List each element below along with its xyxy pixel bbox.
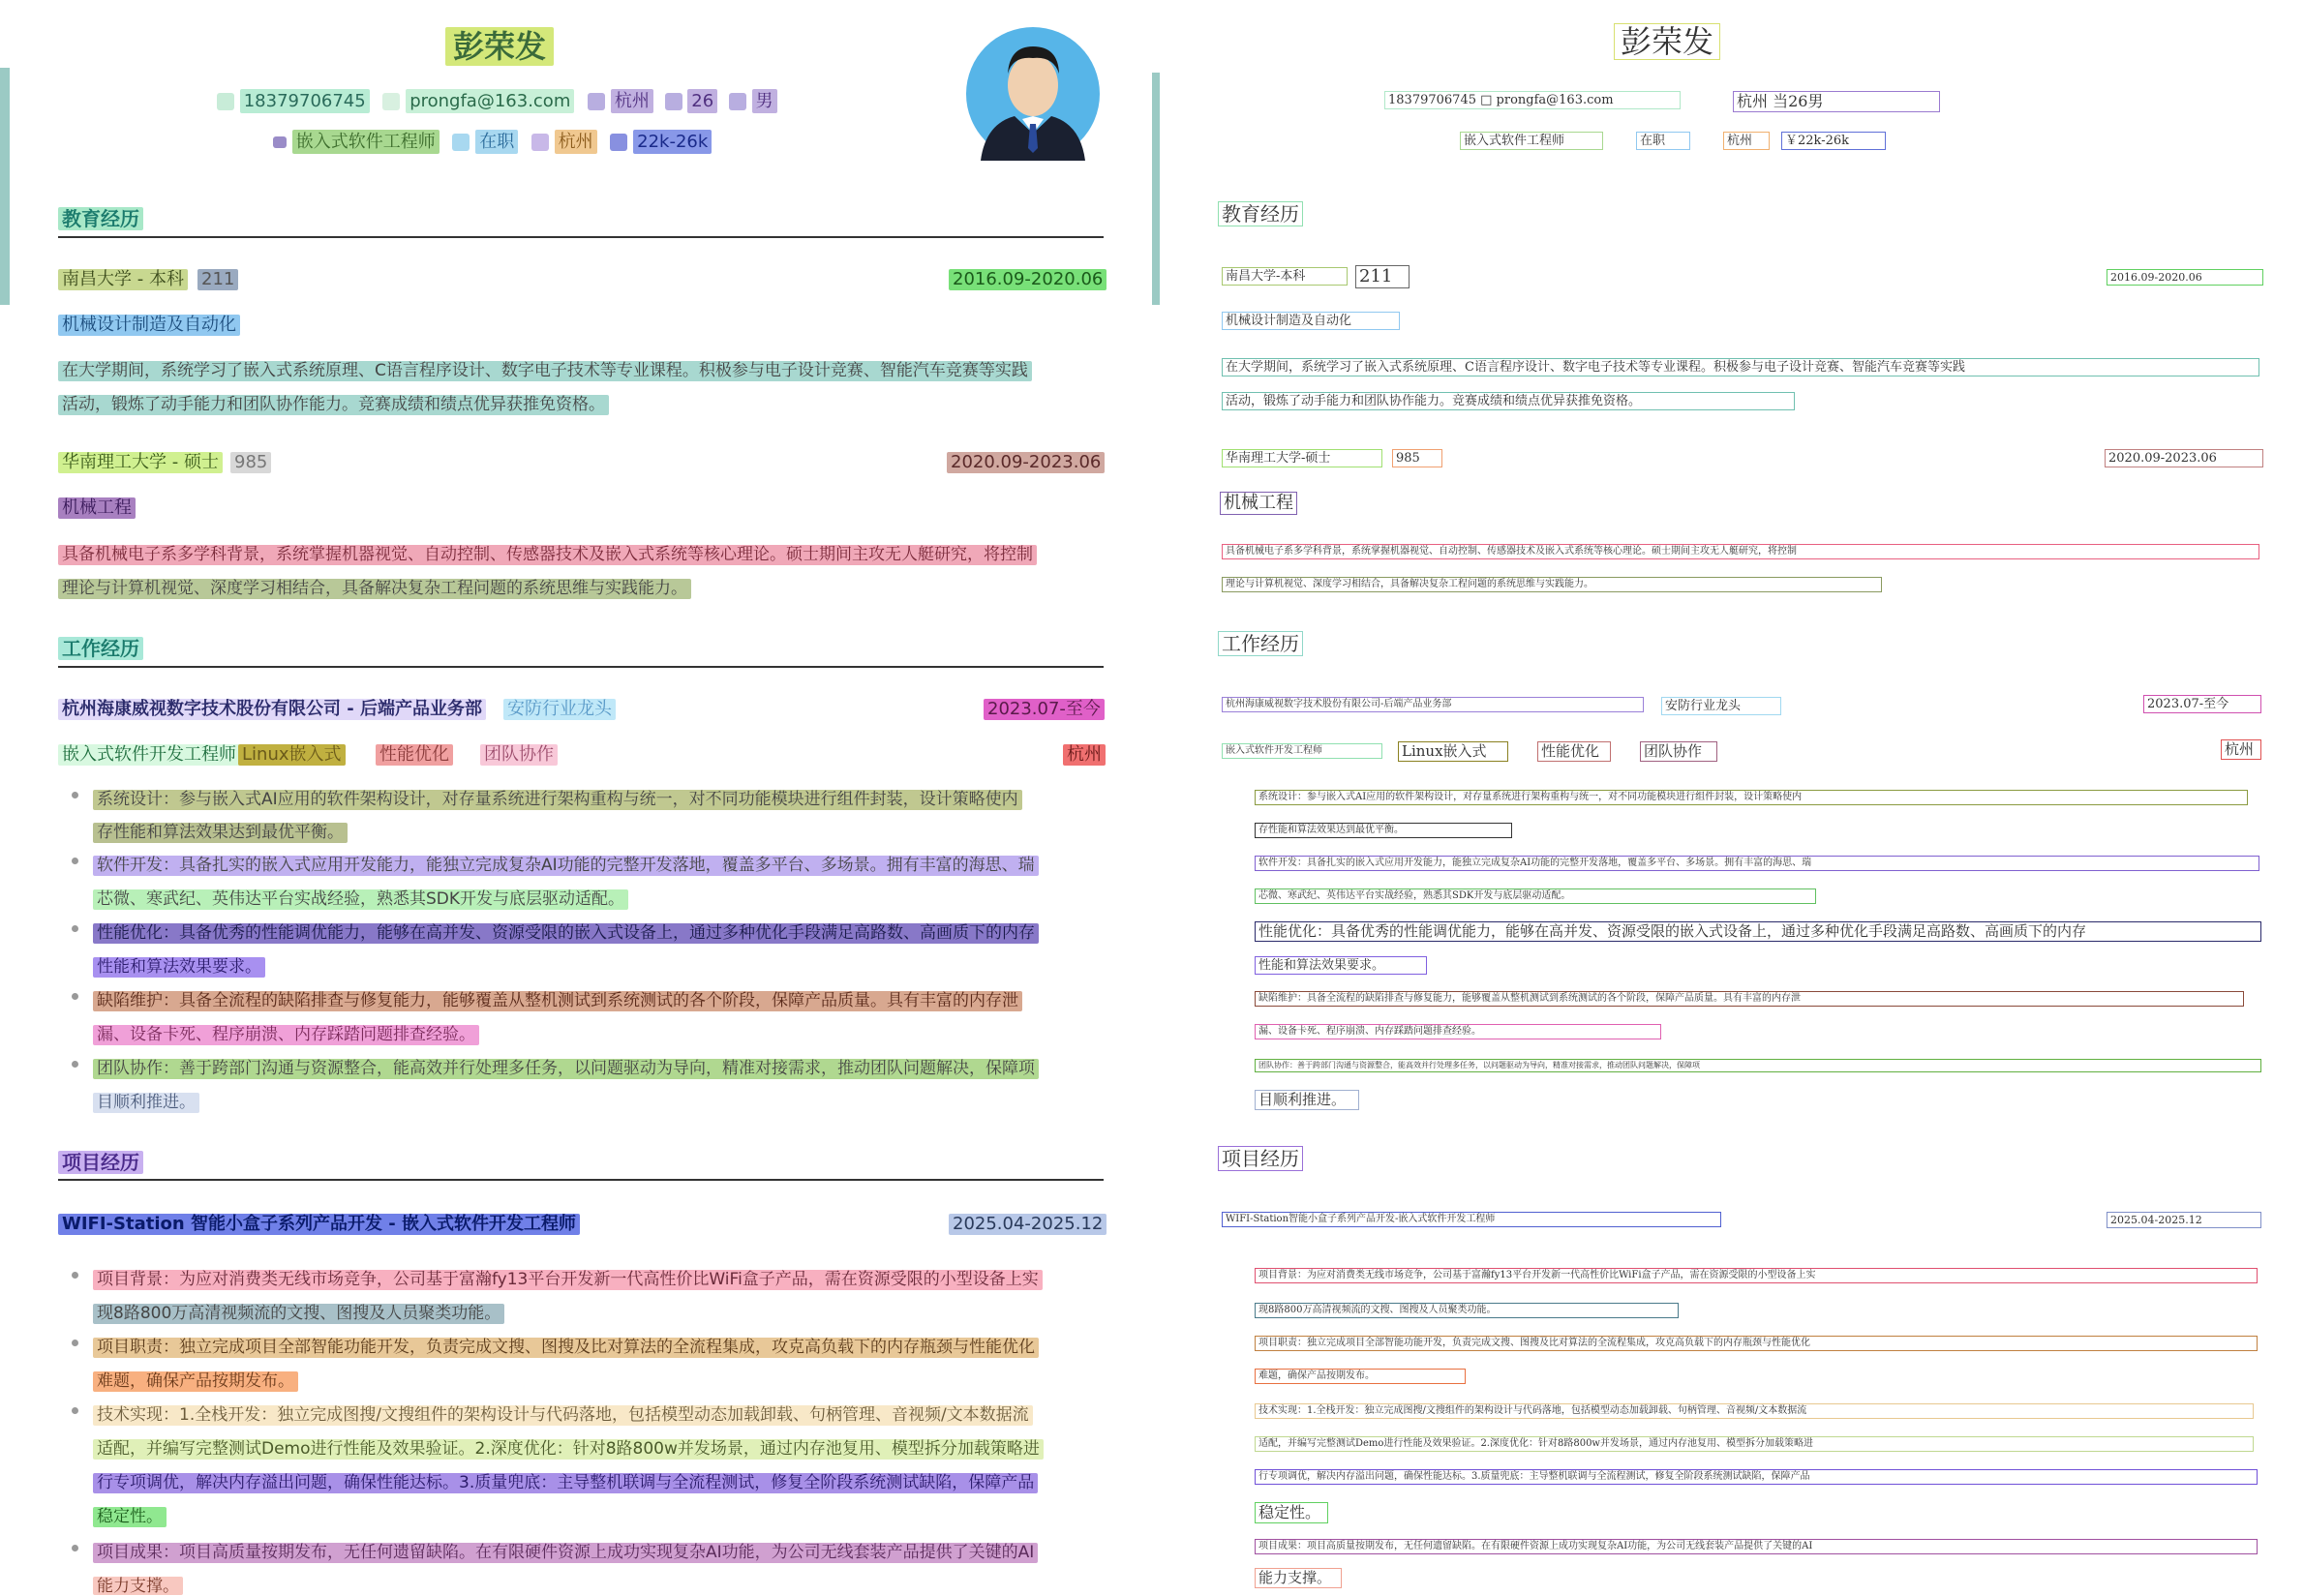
project-title: WIFI-Station 智能小盒子系列产品开发 - 嵌入式软件开发工程师 xyxy=(58,1214,580,1235)
edu-desc-line: 具备机械电子系多学科背景，系统掌握机器视觉、自动控制、传感器技术及嵌入式系统等核心理论。硕士期间主攻无人艇研究，将控制 xyxy=(1222,544,2259,559)
project-item-line: 项目职责：独立完成项目全部智能功能开发，负责完成文搜、图搜及比对算法的全流程集成，攻克高负载下的内存瓶颈与性能优化 xyxy=(93,1338,1039,1358)
project-item-line: 技术实现：1.全栈开发：独立完成图搜/文搜组件的架构设计与代码落地，包括模型动态加载卸载、句柄管理、音视频/文本数据流 xyxy=(1255,1403,2254,1419)
work-item-line: 软件开发：具备扎实的嵌入式应用开发能力，能独立完成复杂AI功能的完整开发落地，覆盖多平台、多场景。拥有丰富的海思、瑞 xyxy=(93,856,1039,876)
skill-tag: 团队协作 xyxy=(480,744,558,766)
project-item-line: 难题，确保产品按期发布。 xyxy=(1255,1369,1466,1384)
section-title-project: 项目经历 xyxy=(58,1151,143,1174)
school-name: 南昌大学-本科 xyxy=(1222,267,1348,286)
edu-desc-line: 活动，锻炼了动手能力和团队协作能力。竞赛成绩和绩点优异获推免资格。 xyxy=(58,395,609,415)
major-name: 机械设计制造及自动化 xyxy=(1222,312,1400,330)
bullet xyxy=(72,1545,78,1551)
edu-desc-line: 在大学期间，系统学习了嵌入式系统原理、C语言程序设计、数字电子技术等专业课程。积极参与电子设计竞赛、智能汽车竞赛等实践 xyxy=(58,361,1032,381)
major-name: 机械工程 xyxy=(1220,492,1297,515)
salary-text: 22k-26k xyxy=(633,130,712,154)
project-item-line: 现8路800万高清视频流的文搜、图搜及人员聚类功能。 xyxy=(1255,1303,1679,1318)
project-date: 2025.04-2025.12 xyxy=(949,1214,1107,1235)
work-date: 2023.07-至今 xyxy=(984,699,1105,720)
bullet xyxy=(72,1061,78,1068)
work-item-line: 性能优化：具备优秀的性能调优能力，能够在高并发、资源受限的嵌入式设备上，通过多种优化手段满足高路数、高画质下的内存 xyxy=(1255,921,2261,942)
section-title-education: 教育经历 xyxy=(1218,201,1303,226)
edu-date: 2020.09-2023.06 xyxy=(947,452,1105,473)
section-title-education: 教育经历 xyxy=(58,207,143,230)
mail-icon xyxy=(382,93,400,110)
job-text: 嵌入式软件工程师 xyxy=(292,130,440,154)
edu-desc-line: 具备机械电子系多学科背景，系统掌握机器视觉、自动控制、传感器技术及嵌入式系统等核心理论。硕士期间主攻无人艇研究，将控制 xyxy=(58,545,1037,565)
role-name: 嵌入式软件开发工程师 xyxy=(58,744,240,766)
divider xyxy=(58,1179,1104,1181)
work-item-line: 性能和算法效果要求。 xyxy=(93,957,265,978)
project-item-line: 项目背景：为应对消费类无线市场竞争，公司基于富瀚fy13平台开发新一代高性价比WiFi盒子产品，需在资源受限的小型设备上实 xyxy=(1255,1268,2258,1283)
work-item-line: 缺陷维护：具备全流程的缺陷排查与修复能力，能够覆盖从整机测试到系统测试的各个阶段，保障产品质量。具有丰富的内存泄 xyxy=(93,991,1022,1011)
project-item-line: 能力支撑。 xyxy=(1255,1568,1342,1588)
project-item-line: 难题，确保产品按期发布。 xyxy=(93,1371,298,1392)
edu-desc-line: 理论与计算机视觉、深度学习相结合，具备解决复杂工程问题的系统思维与实践能力。 xyxy=(1222,577,1882,592)
contact-line: 18379706745 □ prongfa@163.com xyxy=(1384,91,1681,109)
work-item-line: 漏、设备卡死、程序崩溃、内存踩踏问题排查经验。 xyxy=(93,1025,479,1045)
work-item-line: 漏、设备卡死、程序崩溃、内存踩踏问题排查经验。 xyxy=(1255,1024,1661,1039)
skill-tag: Linux嵌入式 xyxy=(238,744,346,766)
company-name: 杭州海康威视数字技术股份有限公司-后端产品业务部 xyxy=(1222,697,1644,712)
gender-icon xyxy=(729,93,746,110)
skill-tag: 性能优化 xyxy=(1537,741,1611,762)
school-name: 华南理工大学 - 硕士 xyxy=(58,452,223,473)
contact-row xyxy=(217,93,777,110)
work-item-line: 缺陷维护：具备全流程的缺陷排查与修复能力，能够覆盖从整机测试到系统测试的各个阶段，保障产品质量。具有丰富的内存泄 xyxy=(1255,991,2244,1007)
skill-tag: 性能优化 xyxy=(376,744,453,766)
resume-name: 彭荣发 xyxy=(1614,23,1720,60)
briefcase-icon xyxy=(273,136,287,148)
work-item-line: 性能优化：具备优秀的性能调优能力，能够在高并发、资源受限的嵌入式设备上，通过多种优化手段满足高路数、高画质下的内存 xyxy=(93,923,1039,944)
work-item-line: 存性能和算法效果达到最优平衡。 xyxy=(1255,823,1512,838)
work-item-line: 芯微、寒武纪、英伟达平台实战经验，熟悉其SDK开发与底层驱动适配。 xyxy=(1255,888,1816,904)
project-item-line: 项目成果：项目高质量按期发布，无任何遗留缺陷。在有限硬件资源上成功实现复杂AI功能，为公司无线套装产品提供了关键的AI xyxy=(93,1543,1038,1563)
work-item-line: 软件开发：具备扎实的嵌入式应用开发能力，能独立完成复杂AI功能的完整开发落地，覆盖多平台、多场景。拥有丰富的海思、瑞 xyxy=(1255,856,2259,871)
edu-date: 2020.09-2023.06 xyxy=(2105,449,2263,467)
work-city: 杭州 xyxy=(2221,739,2261,760)
edu-date: 2016.09-2020.06 xyxy=(2107,269,2263,286)
edu-desc-line: 活动，锻炼了动手能力和团队协作能力。竞赛成绩和绩点优异获推免资格。 xyxy=(1222,392,1795,410)
accent-bar xyxy=(1152,73,1160,305)
location-icon xyxy=(588,93,605,110)
work-item-line: 芯微、寒武纪、英伟达平台实战经验，熟悉其SDK开发与底层驱动适配。 xyxy=(93,889,628,910)
school-name: 南昌大学 - 本科 xyxy=(58,269,188,290)
project-item-line: 现8路800万高清视频流的文搜、图搜及人员聚类功能。 xyxy=(93,1304,504,1324)
divider xyxy=(58,236,1104,238)
role-name: 嵌入式软件开发工程师 xyxy=(1222,743,1382,759)
work-date: 2023.07-至今 xyxy=(2143,695,2261,713)
city-text: 杭州 xyxy=(611,89,653,113)
project-item-line: 适配，并编写完整测试Demo进行性能及效果验证。2.深度优化：针对8路800w并发场景，通过内存池复用、模型拆分加载策略进 xyxy=(1255,1436,2254,1452)
project-item-line: 技术实现：1.全栈开发：独立完成图搜/文搜组件的架构设计与代码落地，包括模型动态加载卸载、句柄管理、音视频/文本数据流 xyxy=(93,1405,1033,1426)
work-item-line: 团队协作：善于跨部门沟通与资源整合，能高效并行处理多任务，以问题驱动为导向，精准对接需求，推动团队问题解决，保障项 xyxy=(1255,1059,2261,1072)
work-item-line: 性能和算法效果要求。 xyxy=(1255,956,1427,975)
building-icon xyxy=(531,134,549,151)
project-item-line: 行专项调优，解决内存溢出问题，确保性能达标。3.质量兜底：主导整机联调与全流程测试，修复全阶段系统测试缺陷，保障产品 xyxy=(93,1473,1038,1493)
intent-city-text: 杭州 xyxy=(1723,132,1770,150)
school-tag: 985 xyxy=(1392,449,1442,467)
project-title: WIFI-Station智能小盒子系列产品开发-嵌入式软件开发工程师 xyxy=(1222,1212,1721,1227)
status-text: 在职 xyxy=(1636,132,1690,150)
skill-tag: 团队协作 xyxy=(1640,741,1717,762)
bullet xyxy=(72,1272,78,1279)
intent-row xyxy=(273,134,712,151)
work-item-line: 系统设计：参与嵌入式AI应用的软件架构设计，对存量系统进行架构重构与统一，对不同功能模块进行组件封装，设计策略使内 xyxy=(93,790,1022,810)
accent-bar xyxy=(0,68,10,305)
gender-text: 男 xyxy=(752,89,777,113)
major-name: 机械工程 xyxy=(58,497,136,519)
project-item-line: 能力支撑。 xyxy=(93,1577,183,1595)
money-icon xyxy=(610,134,627,151)
resume-name: 彭荣发 xyxy=(445,27,554,66)
city-age: 杭州 当26男 xyxy=(1733,91,1940,112)
school-tag: 211 xyxy=(1355,265,1410,288)
section-title-work: 工作经历 xyxy=(1218,631,1303,656)
section-title-work: 工作经历 xyxy=(58,637,143,660)
project-item-line: 适配，并编写完整测试Demo进行性能及效果验证。2.深度优化：针对8路800w并发场景，通过内存池复用、模型拆分加载策略进 xyxy=(93,1439,1044,1460)
company-name: 杭州海康威视数字技术股份有限公司 - 后端产品业务部 xyxy=(58,699,486,720)
work-item-line: 存性能和算法效果达到最优平衡。 xyxy=(93,823,348,843)
school-tag: 211 xyxy=(197,269,238,290)
phone-text: 18379706745 xyxy=(240,89,370,113)
edu-date: 2016.09-2020.06 xyxy=(949,269,1107,290)
school-name: 华南理工大学-硕士 xyxy=(1222,449,1382,467)
email-text: prongfa@163.com xyxy=(406,89,574,113)
project-item-line: 项目职责：独立完成项目全部智能功能开发，负责完成文搜、图搜及比对算法的全流程集成，攻克高负载下的内存瓶颈与性能优化 xyxy=(1255,1336,2258,1351)
section-title-project: 项目经历 xyxy=(1218,1146,1303,1171)
edu-desc-line: 在大学期间，系统学习了嵌入式系统原理、C语言程序设计、数字电子技术等专业课程。积极参与电子设计竞赛、智能汽车竞赛等实践 xyxy=(1222,358,2259,376)
work-item-line: 系统设计：参与嵌入式AI应用的软件架构设计，对存量系统进行架构重构与统一，对不同功能模块进行组件封装，设计策略使内 xyxy=(1255,790,2248,805)
intent-city-text: 杭州 xyxy=(555,130,597,154)
project-item-line: 项目背景：为应对消费类无线市场竞争，公司基于富瀚fy13平台开发新一代高性价比WiFi盒子产品，需在资源受限的小型设备上实 xyxy=(93,1270,1043,1290)
avatar xyxy=(966,27,1100,161)
bullet xyxy=(72,925,78,932)
school-tag: 985 xyxy=(230,452,271,473)
company-tag: 安防行业龙头 xyxy=(1661,697,1781,715)
project-item-line: 稳定性。 xyxy=(1255,1502,1328,1523)
status-icon xyxy=(452,134,470,151)
work-item-line: 团队协作：善于跨部门沟通与资源整合，能高效并行处理多任务，以问题驱动为导向，精准对接需求，推动团队问题解决，保障项 xyxy=(93,1059,1039,1079)
skill-tag: Linux嵌入式 xyxy=(1398,741,1508,762)
bullet xyxy=(72,1407,78,1414)
bullet xyxy=(72,858,78,864)
age-text: 26 xyxy=(687,89,717,113)
bullet xyxy=(72,993,78,1000)
phone-icon xyxy=(217,93,234,110)
bullet xyxy=(72,792,78,798)
project-item-line: 行专项调优，解决内存溢出问题，确保性能达标。3.质量兜底：主导整机联调与全流程测试，修复全阶段系统测试缺陷，保障产品 xyxy=(1255,1469,2258,1485)
project-item-line: 项目成果：项目高质量按期发布，无任何遗留缺陷。在有限硬件资源上成功实现复杂AI功能，为公司无线套装产品提供了关键的AI xyxy=(1255,1539,2258,1554)
project-date: 2025.04-2025.12 xyxy=(2107,1212,2261,1228)
major-name: 机械设计制造及自动化 xyxy=(58,315,240,336)
status-text: 在职 xyxy=(475,130,518,154)
edu-desc-line: 理论与计算机视觉、深度学习相结合，具备解决复杂工程问题的系统思维与实践能力。 xyxy=(58,579,691,599)
job-text: 嵌入式软件工程师 xyxy=(1460,132,1603,150)
age-icon xyxy=(665,93,682,110)
bullet xyxy=(72,1340,78,1346)
project-item-line: 稳定性。 xyxy=(93,1507,167,1527)
company-tag: 安防行业龙头 xyxy=(503,699,616,720)
salary-text: ￥22k-26k xyxy=(1781,132,1886,150)
work-item-line: 目顺利推进。 xyxy=(1255,1090,1359,1110)
work-item-line: 目顺利推进。 xyxy=(93,1093,199,1113)
work-city: 杭州 xyxy=(1063,744,1106,766)
divider xyxy=(58,666,1104,668)
